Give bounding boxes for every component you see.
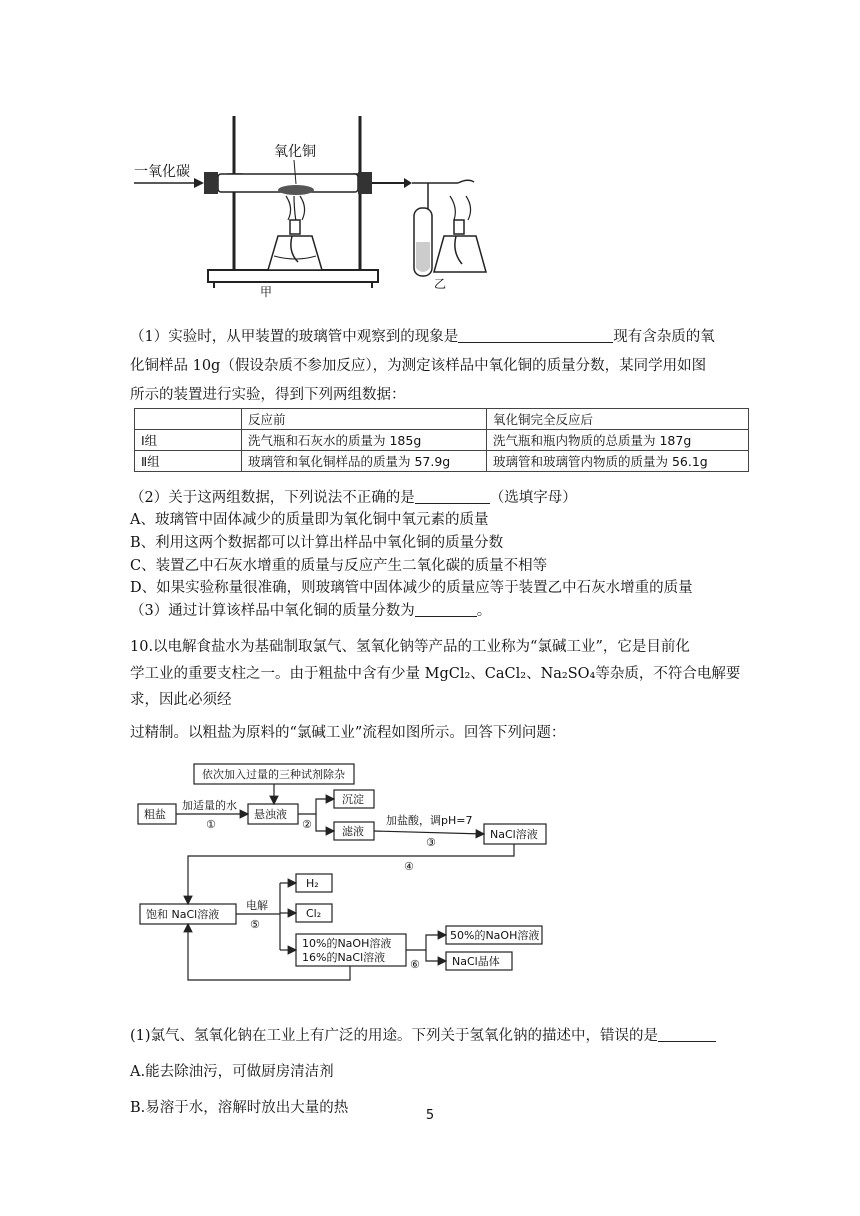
answer-blank-q3[interactable]: [415, 601, 477, 617]
label-cuo: 氧化铜: [274, 144, 316, 160]
label-co: 一氧化碳: [134, 164, 190, 180]
q3-line: （3）通过计算该样品中氧化铜的质量分数为 。: [130, 603, 492, 619]
text-h2: H₂: [306, 877, 319, 890]
copper-oxide: [278, 185, 314, 195]
q2-option-d: D、如果实验称量很准确，则玻璃管中固体减少的质量应等于装置乙中石灰水增重的质量: [130, 580, 693, 596]
text-step3: ③: [426, 836, 436, 849]
q10-line1: 10.以电解食盐水为基础制取氯气、氢氧化钠等产品的工业称为“氯碱工业”，它是目前化: [130, 639, 690, 655]
answer-blank-q1[interactable]: [458, 327, 613, 343]
table-row: Ⅰ组 洗气瓶和石灰水的质量为 185g 洗气瓶和瓶内物质的总质量为 187g: [135, 430, 749, 451]
q10-line4: 过精制。以粗盐为原料的“氯碱工业”流程如图所示。回答下列问题：: [130, 725, 566, 741]
text-mix1: 10%的NaOH溶液: [302, 937, 392, 950]
text-nacl-solution: NaCl溶液: [490, 828, 538, 841]
text-crude-salt: 粗盐: [144, 808, 166, 821]
text-naoh50: 50%的NaOH溶液: [450, 929, 540, 942]
text-add-water: 加适量的水: [182, 799, 237, 812]
q10-1-option-b: B.易溶于水，溶解时放出大量的热: [130, 1100, 349, 1116]
q2-option-b: B、利用这两个数据都可以计算出样品中氧化铜的质量分数: [130, 535, 504, 551]
q2-stem: （2）关于这两组数据，下列说法不正确的是 （选填字母）: [130, 490, 577, 506]
text-filtrate: 滤液: [342, 825, 364, 838]
answer-blank-q10-1[interactable]: [658, 1026, 716, 1042]
text-step4: ④: [404, 860, 414, 873]
text-step2: ②: [302, 818, 312, 831]
q10-line2: 学工业的重要支柱之一。由于粗盐中含有少量 MgCl₂、CaCl₂、Na₂SO₄等杂质，不符合电解要: [130, 666, 741, 682]
q1-line3: 所示的装置进行实验，得到下列两组数据：: [130, 387, 406, 403]
text-saturated: 饱和 NaCl溶液: [146, 908, 220, 921]
text-step6: ⑥: [410, 958, 420, 971]
q1-line1: （1）实验时，从甲装置的玻璃管中观察到的现象是 现有含杂质的氧: [130, 329, 715, 345]
text-reagents: 依次加入过量的三种试剂除杂: [202, 768, 345, 781]
answer-blank-q2[interactable]: [415, 488, 490, 504]
text-add-acid: 加盐酸，调pH=7: [386, 814, 473, 827]
text-mix2: 16%的NaCl溶液: [302, 951, 386, 964]
q10-1-stem: (1)氯气、氢氧化钠在工业上有广泛的用途。下列关于氢氧化钠的描述中，错误的是: [130, 1026, 716, 1046]
text-precipitate: 沉淀: [342, 793, 364, 806]
q10-line3: 求，因此必须经: [130, 692, 232, 708]
label-yi: 乙: [434, 277, 447, 291]
text-step5: ⑤: [250, 918, 260, 931]
text-step1: ①: [206, 818, 216, 831]
text-crystal: NaCl晶体: [452, 955, 500, 968]
q2-option-a: A、玻璃管中固体减少的质量即为氧化铜中氧元素的质量: [130, 512, 489, 528]
data-table: [134, 408, 749, 472]
label-jia: 甲: [260, 285, 273, 298]
text-electrolysis: 电解: [246, 899, 268, 912]
q2-option-c: C、装置乙中石灰水增重的质量与反应产生二氧化碳的质量不相等: [130, 558, 548, 574]
text-turbid: 悬浊液: [254, 808, 287, 821]
q10-1-option-a: A.能去除油污，可做厨房清洁剂: [130, 1064, 334, 1080]
stand-base: [208, 270, 378, 282]
text-cl2: Cl₂: [306, 907, 322, 920]
table-header-row: 反应前 氧化铜完全反应后: [135, 409, 749, 430]
table-row: Ⅱ组 玻璃管和氧化铜样品的质量为 57.9g 玻璃管和玻璃管内物质的质量为 56.1g: [135, 451, 749, 472]
page-number: 5: [425, 1108, 435, 1123]
apparatus-figure: [128, 112, 488, 298]
alcohol-lamp-jia: [268, 236, 322, 270]
alcohol-lamp-yi: [434, 236, 486, 272]
q1-line2: 化铜样品 10g（假设杂质不参加反应），为测定该样品中氧化铜的质量分数，某同学用如图: [130, 358, 707, 374]
flow-diagram: [134, 758, 554, 988]
